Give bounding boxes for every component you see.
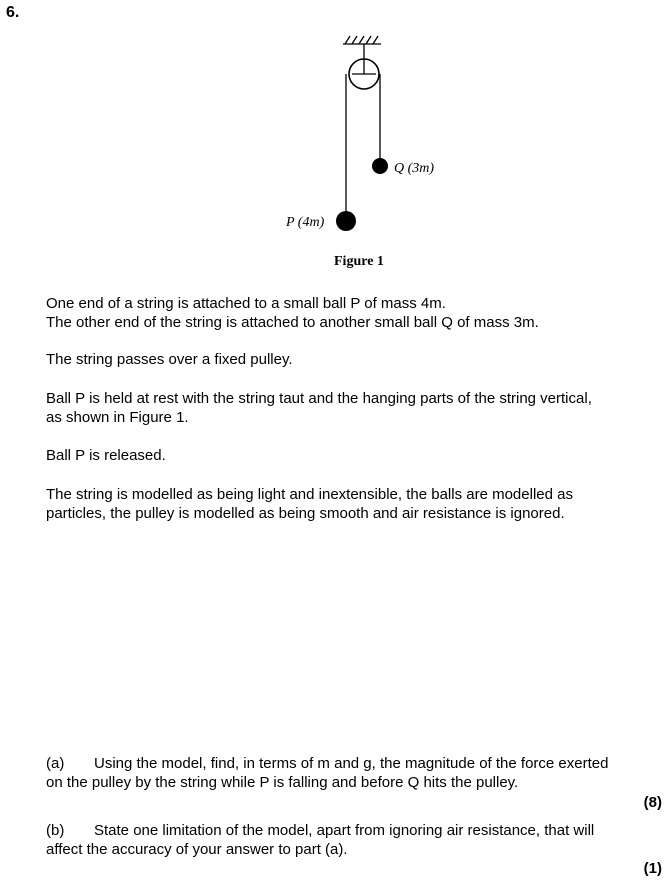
part-b-text: State one limitation of the model, apart from ignoring air resistance, that will <box>94 822 595 839</box>
paragraph-5-line-2: particles, the pulley is modelled as being smooth and air resistance is ignored. <box>46 505 565 522</box>
part-b-line-1 <box>46 821 594 840</box>
paragraph-1-line-2: The other end of the string is attached to another small ball Q of mass 3m. <box>46 314 539 331</box>
paragraph-3-line-1: Ball P is held at rest with the string taut and the hanging parts of the string vertical, <box>46 390 592 407</box>
part-b-marks: (1) <box>643 860 662 877</box>
part-a-line-1 <box>46 754 608 773</box>
label-q: Q (3m) <box>394 161 435 176</box>
paragraph-2: The string passes over a fixed pulley. <box>46 351 293 368</box>
paragraph-5-line-1: The string is modelled as being light and inextensible, the balls are modelled as <box>46 486 573 503</box>
part-a-text: Using the model, find, in terms of m and g, the magnitude of the force exerted <box>94 755 609 772</box>
ceiling-support <box>343 36 381 44</box>
part-a-line-2: on the pulley by the string while P is falling and before Q hits the pulley. <box>46 774 519 791</box>
ball-q <box>372 158 388 174</box>
part-a-marks: (8) <box>643 794 662 811</box>
part-a-label: (a) <box>46 755 65 772</box>
part-b-label: (b) <box>46 822 65 839</box>
paragraph-4: Ball P is released. <box>46 447 166 464</box>
question-number: 6. <box>6 4 20 21</box>
paragraph-3-line-2: as shown in Figure 1. <box>46 409 189 426</box>
pulley-figure <box>0 0 670 290</box>
label-p: P (4m) <box>286 215 325 230</box>
paragraph-1-line-1: One end of a string is attached to a small ball P of mass 4m. <box>46 295 446 312</box>
part-b-line-2: affect the accuracy of your answer to part (a). <box>46 841 348 858</box>
ball-p <box>336 211 356 231</box>
figure-caption: Figure 1 <box>334 254 384 269</box>
